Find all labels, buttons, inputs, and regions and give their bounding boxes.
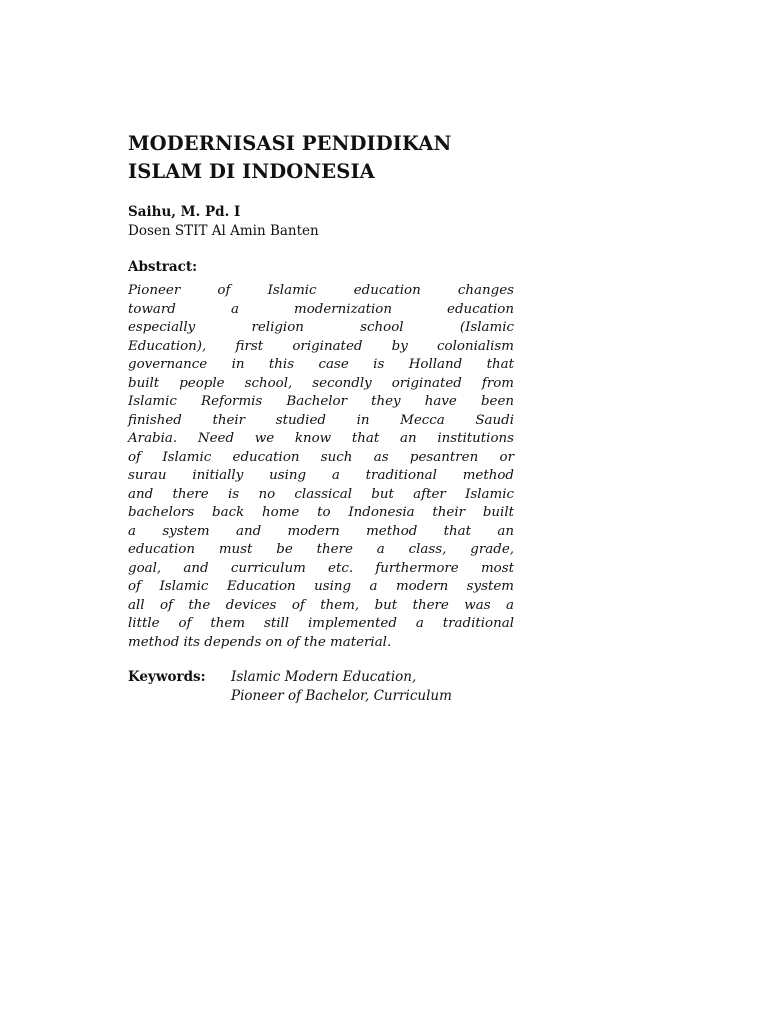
author-name: Saihu, M. Pd. I bbox=[128, 204, 241, 220]
author-affiliation: Dosen STIT Al Amin Banten bbox=[128, 223, 319, 239]
abstract-line: education must be there a class, grade, bbox=[128, 542, 514, 557]
abstract-line: of Islamic Education using a modern system bbox=[128, 579, 514, 594]
keywords-values bbox=[231, 668, 452, 706]
abstract-line: method its depends on of the material. bbox=[128, 634, 392, 650]
abstract-line: built people school, secondly originated from bbox=[128, 375, 514, 391]
abstract-line: all of the devices of them, but there was a bbox=[128, 597, 514, 613]
abstract-line: finished their studied in Mecca Saudi bbox=[128, 412, 514, 428]
keywords-label: Keywords: bbox=[128, 669, 206, 685]
abstract-line: goal, and curriculum etc. furthermore most bbox=[128, 560, 514, 576]
abstract-line: surau initially using a traditional method bbox=[128, 468, 514, 483]
paper-first-page bbox=[128, 130, 514, 706]
abstract-line: bachelors back home to Indonesia their built bbox=[128, 505, 514, 520]
abstract-line: toward a modernization education bbox=[128, 301, 514, 317]
paper-title bbox=[128, 130, 514, 186]
title-line-2: ISLAM DI INDONESIA bbox=[128, 160, 375, 183]
abstract-line: Education), first originated by colonialism bbox=[128, 338, 514, 354]
abstract-line: especially religion school (Islamic bbox=[128, 320, 514, 335]
abstract-line: a system and modern method that an bbox=[128, 523, 514, 539]
abstract-line: Arabia. Need we know that an institutions bbox=[128, 431, 514, 446]
title-line-1: MODERNISASI PENDIDIKAN bbox=[128, 132, 452, 155]
abstract-line: of Islamic education such as pesantren or bbox=[128, 449, 514, 465]
abstract-heading: Abstract: bbox=[128, 259, 198, 275]
keywords-line-1: Islamic Modern Education, bbox=[231, 669, 417, 685]
abstract-line: governance in this case is Holland that bbox=[128, 357, 514, 372]
keywords-line-2: Pioneer of Bachelor, Curriculum bbox=[231, 688, 452, 704]
abstract-line: Pioneer of Islamic education changes bbox=[128, 283, 514, 298]
abstract-line: Islamic Reformis Bachelor they have been bbox=[128, 394, 514, 409]
abstract-text bbox=[128, 282, 514, 652]
abstract-line: little of them still implemented a traditional bbox=[128, 616, 514, 631]
abstract-line: and there is no classical but after Islamic bbox=[128, 486, 514, 502]
keywords-section bbox=[128, 668, 514, 706]
